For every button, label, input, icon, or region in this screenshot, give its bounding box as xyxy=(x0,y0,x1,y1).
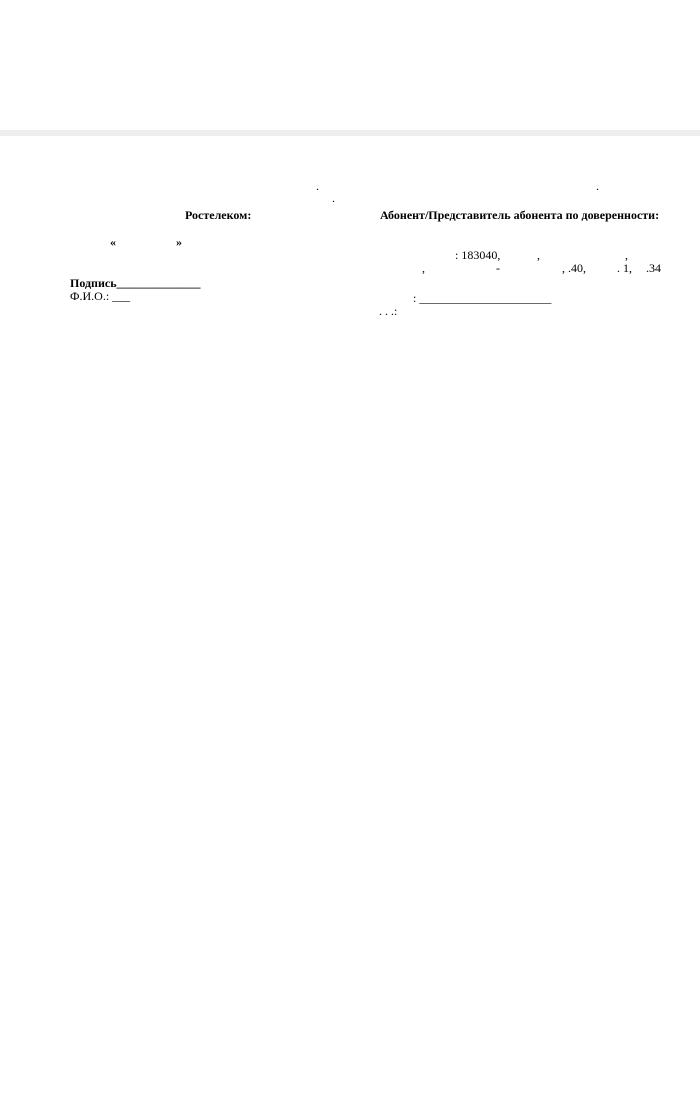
address-comma: , xyxy=(422,261,425,275)
address-dash: - xyxy=(496,261,500,275)
quote-close: » xyxy=(176,235,182,249)
rostelecom-heading: Ростелеком: xyxy=(185,208,252,222)
address-building: . 1, xyxy=(617,261,632,275)
subscriber-signature-line: : ______________________ xyxy=(413,291,552,305)
subscriber-initials: . . .: xyxy=(379,304,398,318)
signature-label: Подпись______________ xyxy=(70,276,201,290)
address-flat: .34 xyxy=(646,261,661,275)
header-dot: . xyxy=(316,179,319,193)
header-dot: . xyxy=(596,179,599,193)
address-comma: , xyxy=(625,248,628,262)
top-blank-area xyxy=(0,0,700,130)
quote-open: « xyxy=(110,235,116,249)
page-separator xyxy=(0,130,700,136)
address-house: , .40, xyxy=(562,261,586,275)
postcode: : 183040, xyxy=(455,248,501,262)
address-comma: , xyxy=(537,248,540,262)
fio-label: Ф.И.О.: ___ xyxy=(70,289,131,303)
header-dot: . xyxy=(332,191,335,205)
subscriber-heading: Абонент/Представитель абонента по доверенности: xyxy=(380,208,660,222)
